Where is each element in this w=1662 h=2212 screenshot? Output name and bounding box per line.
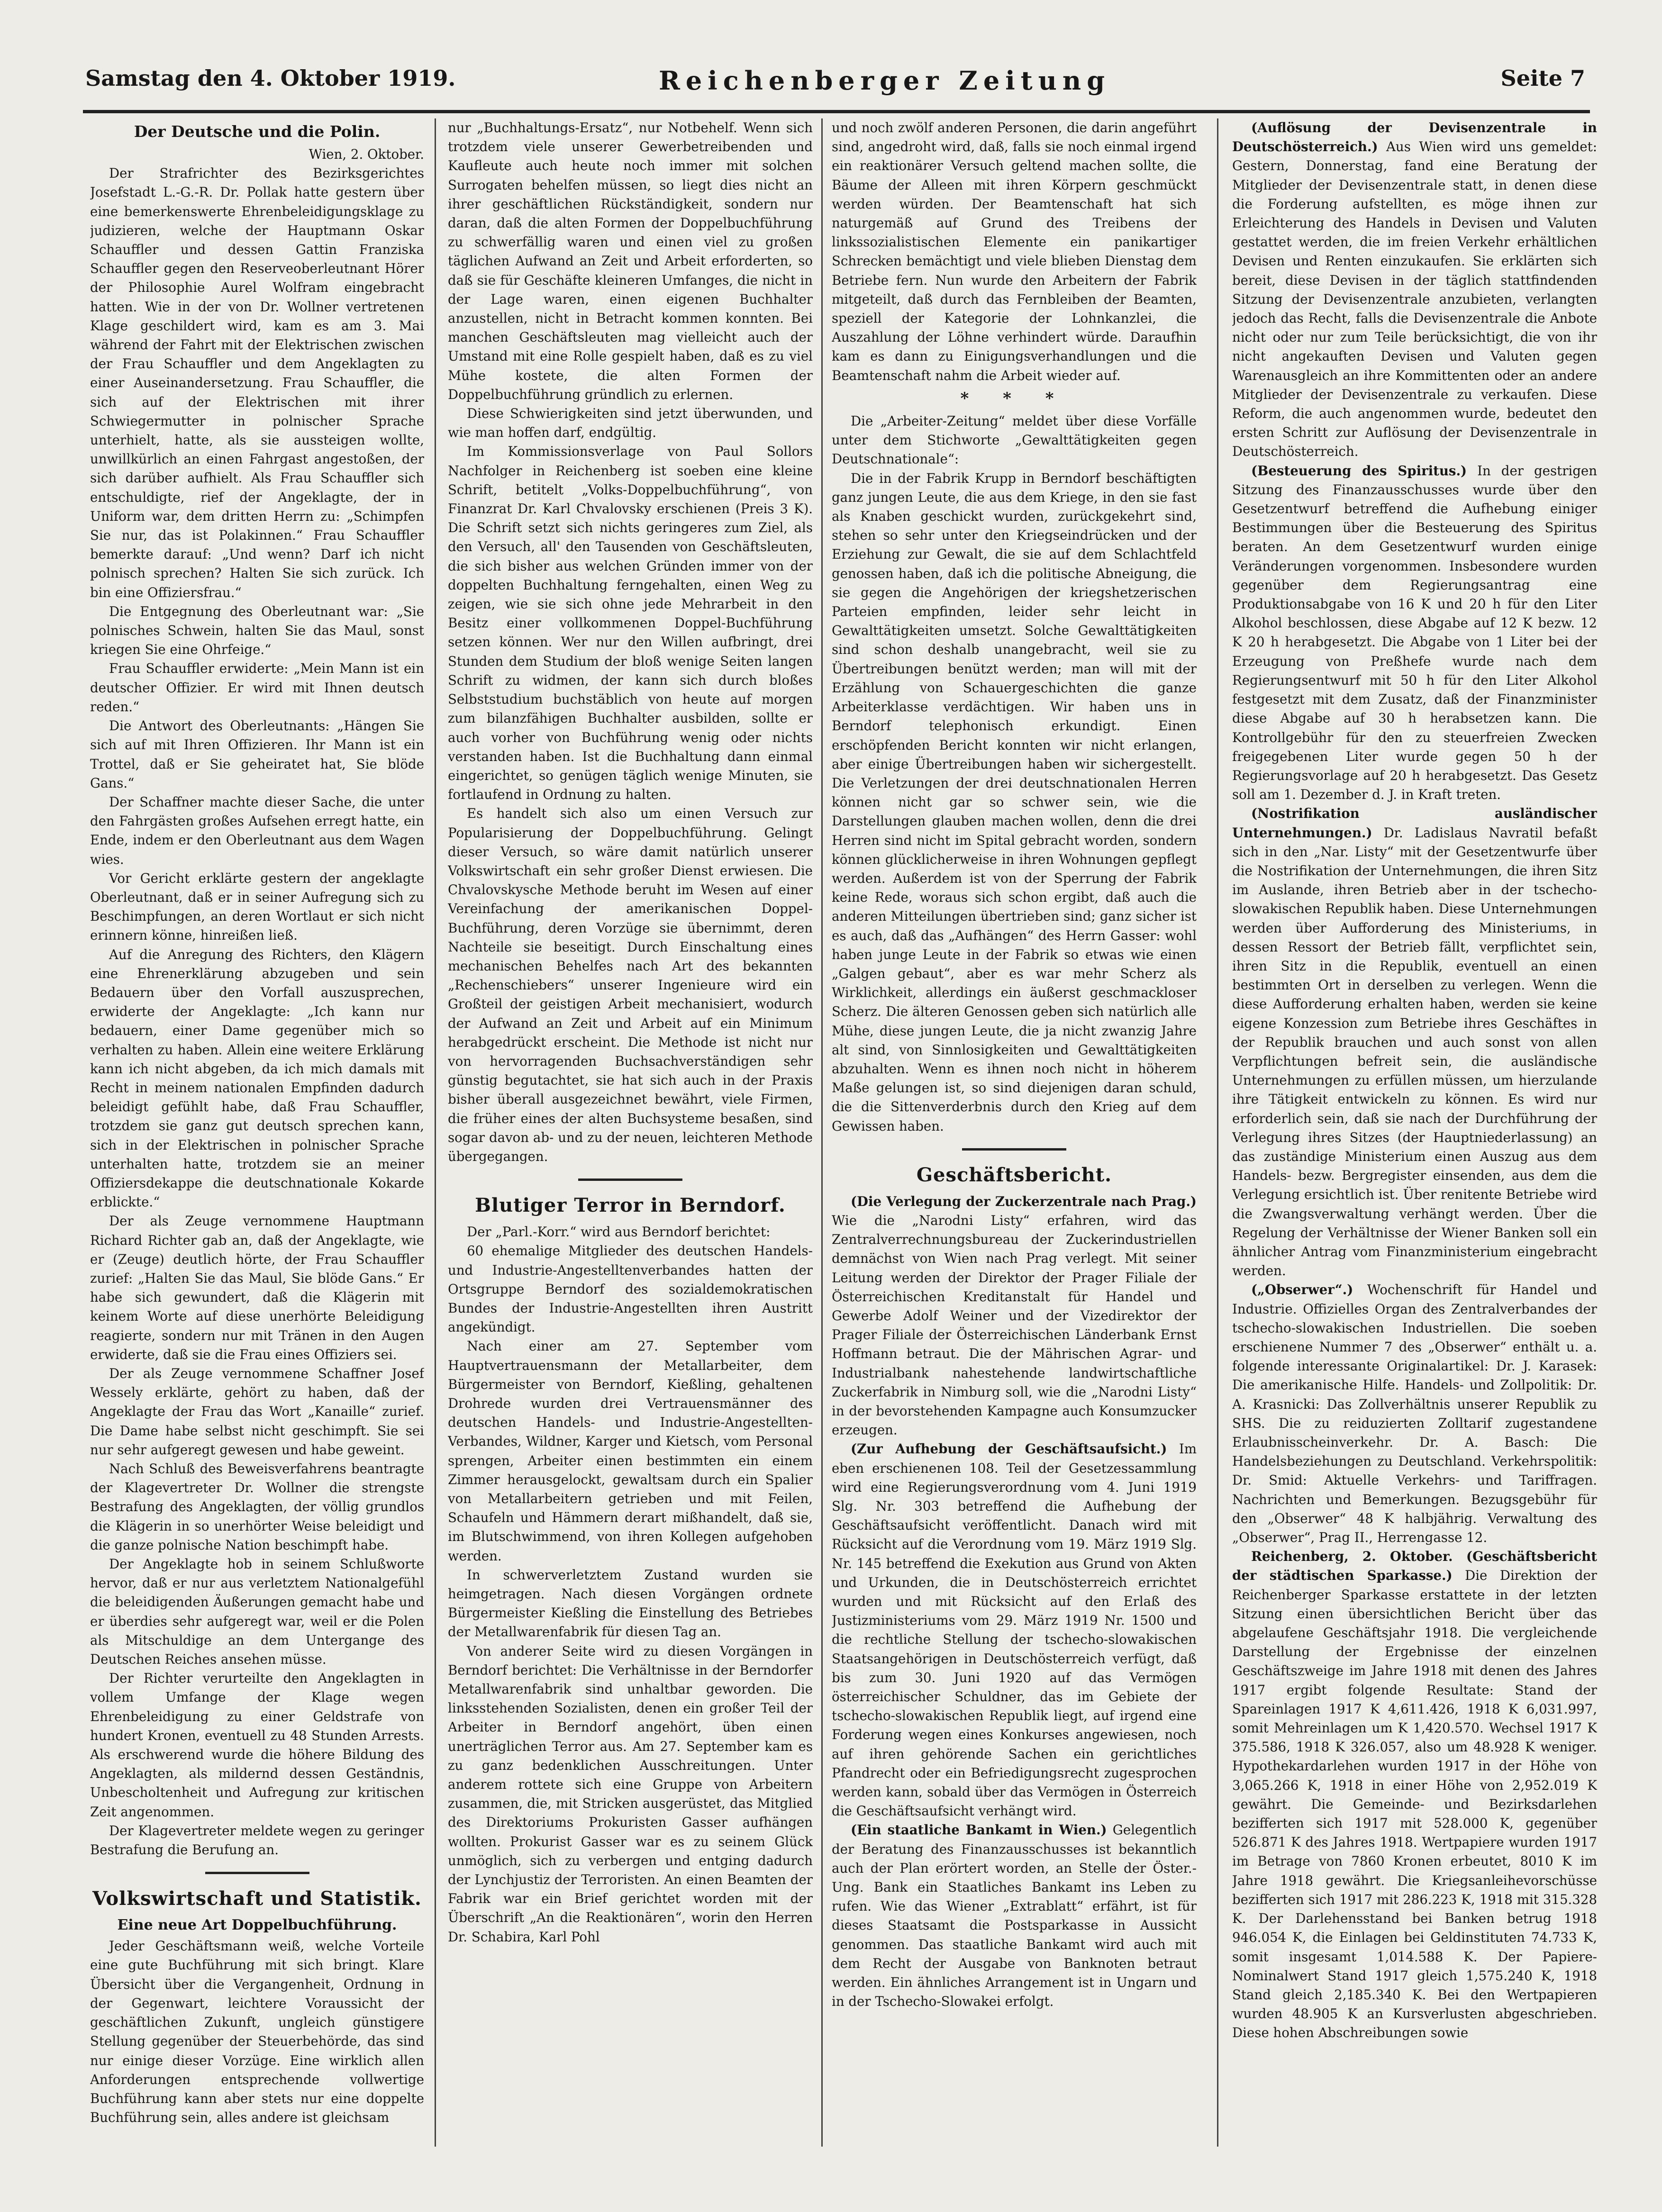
paragraph: Es handelt sich also um einen Versuch zur Popularisierung der Doppelbuchführung. Gelingt dieser Versuch, so wäre damit natürlich unserer Volkswirtschaft ein sehr großer Dienst erwiesen. Die Chvalovskysche Methode beruht im Wesen auf einer Vereinfachung der amerikanischen Doppel-Buchführung, deren Vorzüge sie übernimmt, deren Nachteile sie beseitigt. Durch Einschaltung eines mechanischen Behelfes nach Art des bekannten „Rechenschiebers“ unserer Ingenieure wird ein Großteil der geistigen Arbeit mechanisiert, wodurch der Aufwand an Zeit und Arbeit auf ein Minimum herabgedrückt erscheint. Die Methode ist nicht nur von hervorragenden Buchsachverständigen sehr günstig begutachtet, sie hat sich auch in der Praxis bisher überall ausgezeichnet bewährt, viele Firmen, die früher eines der alten Buchsysteme besaßen, sind sogar davon ab- und zu der neuen, leichteren Methode übergegangen.: [448, 806, 813, 1164]
article-title: Blutiger Terror in Berndorf.: [475, 1194, 786, 1217]
article-title: Eine neue Art Doppelbuchführung.: [117, 1917, 397, 1934]
paragraph: 60 ehemalige Mitglieder des deutschen Handels- und Industrie-Angestelltenverbandes hatten der Ortsgruppe Berndorf des sozialdemokratischen Bundes der Industrie-Angestellten ihren Austritt angekündigt.: [448, 1243, 813, 1335]
entry-text: Aus Wien wird uns gemeldet: Gestern, Donnerstag, fand eine Beratung der Mitglieder der Devisenzentrale statt, in denen diese die Forderung aufstellten, es möge ihnen zur Erleichterung des Handels in Devisen und Valuten gestattet werden, die im freien Verkehr erhältlichen Devisen und Renten einzukaufen. Sie erklärten sich bereit, diese Devisen in der täglich stattfindenden Sitzung der Devisenzentrale anzubieten, verlangten jedoch das Recht, falls die Devisenzentrale die Anbote nicht oder nur zum Teile berücksichtigt, die von ihr nicht angekauften Devisen und Valuten gegen Warenausgleich an ihre Kommittenten oder an andere Mitglieder der Devisenzentrale zu verkaufen. Diese Reform, die auch angenommen wurde, bedeutet den ersten Schritt zur Auflösung der Devisenzentrale in Deutschösterreich.: [1232, 139, 1597, 460]
masthead: Reichenberger Zeitung: [659, 65, 1110, 96]
issue-date: Samstag den 4. Oktober 1919.: [85, 65, 456, 91]
news-entry: [1232, 1547, 1597, 2042]
news-entry: [1232, 118, 1597, 462]
page-number: Seite 7: [1500, 65, 1585, 91]
paragraph: Der Angeklagte hob in seinem Schlußworte hervor, daß er nur aus verletztem Nationalgefühl die beleidigenden Äußerungen gemacht habe und er überdies sehr aufgeregt war, weil er die Polen als Mitschuldige an dem Untergange des Deutschen Reiches ansehen müsse.: [90, 1556, 424, 1668]
section-divider: [962, 1148, 1066, 1151]
paragraph: In schwerverletztem Zustand wurden sie heimgetragen. Nach diesen Vorgängen ordnete Bürgermeister Kießling die Einstellung des Betriebes der Metallwarenfabrik für diesen Tag an.: [448, 1567, 813, 1640]
entry-heading: („Obserwer“.): [1251, 1282, 1353, 1298]
news-entry: [1232, 1280, 1597, 1547]
news-entry: [1232, 804, 1597, 1280]
entry-heading: (Zur Aufhebung der Geschäftsaufsicht.): [851, 1441, 1167, 1457]
header-rule: [83, 110, 1590, 113]
paragraph: Die Entgegnung des Oberleutnant war: „Sie polnisches Schwein, halten Sie das Maul, sonst kriegen Sie eine Ohrfeige.“: [90, 603, 424, 658]
entry-subheading: (Geschäftsbericht der städtischen Sparkasse.): [1232, 1549, 1597, 1584]
section-divider: [205, 1872, 309, 1874]
paragraph: Von anderer Seite wird zu diesen Vorgängen in Berndorf berichtet: Die Verhältnisse in der Berndorfer Metallwarenfabrik sind unhaltbar geworden. Die linksstehenden Sozialisten, denen ein großer Teil der Arbeiter in Berndorf angehört, üben einen unerträglichen Terror aus. Am 27. September kam es zu ganz bedenklichen Ausschreitungen. Unter anderem rottete sich eine Gruppe von Arbeitern zusammen, die, mit Stricken ausgerüstet, das Mitglied des Direktoriums Prokuristen Gasser aufhängen wollten. Prokurist Gasser war es zu seinem Glück unmöglich, sich zu verbergen und entging dadurch der Lynchjustiz der Terroristen. An einen Beamten der Fabrik war ein Brief gerichtet worden mit der Überschrift „An die Reaktionären“, worin den Herren Dr. Schabira, Karl Pohl: [448, 1643, 813, 1945]
paragraph: nur „Buchhaltungs-Ersatz“, nur Notbehelf. Wenn sich trotzdem viele unserer Gewerbetreibenden und Kaufleute auch heute noch immer mit solchen Surrogaten behelfen müssen, so liegt dies nicht an ihrer geschäftlichen Rückständigkeit, sondern nur daran, daß die alten Formen der Doppelbuchführung zu schwerfällig waren und einen viel zu großen täglichen Aufwand an Zeit und Arbeit erforderten, so daß sie für Geschäfte kleineren Umfanges, die nicht in der Lage waren, einen eigenen Buchhalter anzustellen, nicht in Betracht kommen konnten. Bei manchen Geschäftsleuten mag vielleicht auch der Umstand mit eine Rolle gespielt haben, daß es zu viel Mühe kostete, die alten Formen der Doppelbuchführung gründlich zu erlernen.: [448, 120, 813, 402]
paragraph: Frau Schauffler erwiderte: „Mein Mann ist ein deutscher Offizier. Er wird mit Ihnen deutsch reden.“: [90, 661, 424, 715]
paragraph: Der „Parl.-Korr.“ wird aus Berndorf berichtet:: [467, 1224, 771, 1240]
article-title: Der Deutsche und die Polin.: [134, 122, 381, 141]
paragraph: Die Antwort des Oberleutnants: „Hängen Sie sich auf mit Ihren Offizieren. Ihr Mann ist ein Trottel, daß er Sie geheiratet hat, Sie blöde Gans.“: [90, 718, 424, 791]
paragraph: Der Schaffner machte dieser Sache, die unter den Fahrgästen großes Aufsehen erregt hatte, ein Ende, indem er den Oberleutnant aus dem Wagen wies.: [90, 794, 424, 867]
section-stars: * * *: [960, 389, 1068, 408]
page-header: [85, 65, 1585, 103]
section-divider: [578, 1179, 682, 1181]
entry-heading: (Die Verlegung der Zuckerzentrale nach Prag.): [851, 1193, 1197, 1209]
paragraph: Nach einer am 27. September vom Hauptvertrauensmann der Metallarbeiter, dem Bürgermeister von Berndorf, Kießling, gehaltenen Drohrede wurden drei Vertrauensmänner des deutschen Handels- und Industrie-Angestellten-Verbandes, Wildner, Karger und Kietsch, vom Personal sprengen, Arbeiter einen bestimmten ein einem Zimmer herausgelockt, gewaltsam durch ein Spalier von Metallarbeitern getrieben und mit Feilen, Schaufeln und Hämmern derart mißhandelt, daß sie, im Blutschwimmend, von ihren Kollegen aufgehoben werden.: [448, 1338, 813, 1564]
paragraph: Der Strafrichter des Bezirksgerichtes Josefstadt L.-G.-R. Dr. Pollak hatte gestern über eine bemerkenswerte Ehrenbeleidigungsklage zu judizieren, welche der Hauptmann Oskar Schauffler und dessen Gattin Franziska Schauffler gegen den Reserveoberleutnant Hörer der Philosophie Aurel Wolfram eingebracht hatten. Wie in der von Dr. Wollner vertretenen Klage geschildert wird, kam es am 3. Mai während der Fahrt mit der Elektrischen zwischen der Frau Schauffler und dem Angeklagten zu einer Auseinandersetzung. Frau Schauffler, die sich auf der Elektrischen mit ihrer Schwiegermutter in polnischer Sprache unterhielt, hatte, als sie aussteigen wollte, unwillkürlich an einen Fahrgast angestoßen, der sich darüber aufhielt. Als Frau Schauffler sich entschuldigte, rief der Angeklagte, der in Uniform war, dem dritten Herrn zu: „Schimpfen Sie nur, das ist Polakinnen.“ Frau Schauffler bemerkte darauf: „Und wenn? Darf ich nicht polnisch sprechen? Halten Sie sich zurück. Ich bin eine Offiziersfrau.“: [90, 165, 424, 600]
paragraph: Der als Zeuge vernommene Hauptmann Richard Richter gab an, daß der Angeklagte, wie er (Zeuge) deutlich hörte, der Frau Schauffler zurief: „Halten Sie das Maul, Sie blöde Gans.“ Er habe sich gewundert, daß die Klägerin mit keinem Worte auf diese unerhörte Beleidigung reagierte, sondern nur mit Tränen in den Augen erwiderte, daß sie die Frau eines Offiziers sei.: [90, 1213, 424, 1362]
paragraph: Die „Arbeiter-Zeitung“ meldet über diese Vorfälle unter dem Stichworte „Gewalttätigkeiten gegen Deutschnationale“:: [832, 413, 1197, 467]
column-1: [90, 118, 424, 2147]
paragraph: Im Kommissionsverlage von Paul Sollors Nachfolger in Reichenberg ist soeben eine kleine Schrift, betitelt „Volks-Doppelbuchführung“, von Finanzrat Dr. Karl Chvalovsky erschienen (Preis 3 K). Die Schrift setzt sich nichts geringeres zum Ziel, als den Versuch, all' den Tausenden von Geschäftsleuten, die sich bisher aus welchen Gründen immer von der doppelten Buchhaltung ferngehalten, einen Weg zu zeigen, wie sie sich ohne jede Mehrarbeit in den Besitz einer vollkommenen Doppel-Buchführung setzen können. Wer nur den Willen aufbringt, drei Stunden dem Studium der bloß wenige Seiten langen Schrift zu widmen, der kann sich durch bloßes Selbststudium buchstäblich von heute auf morgen zum bilanzfähigen Buchhalter ausbilden, sollte er auch vorher von Buchführung wenig oder nichts verstanden haben. Ist die Buchhaltung dann einmal eingerichtet, so genügen täglich wenige Minuten, sie fortlaufend in Ordnung zu halten.: [448, 444, 813, 803]
column-2: [448, 118, 813, 2147]
entry-text: Gelegentlich der Beratung des Finanzausschusses ist bekanntlich auch der Plan erörtert worden, an Stelle der Öster.-Ung. Bank ein Staatliches Bankamt ins Leben zu rufen. Wie das Wiener „Extrablatt“ erfährt, ist für dieses Staatsamt die Postsparkasse in Aussicht genommen. Das staatliche Bankamt wird auch mit dem Recht der Ausgabe von Banknoten betraut werden. Ein ähnliches Arrangement ist in Ungarn und in der Tschecho-Slowakei erfolgt.: [832, 1822, 1197, 2010]
entry-text: Dr. Ladislaus Navratil befaßt sich in den „Nar. Listy“ mit der Gesetzentwurfe über die Nostrifikation der Unternehmungen, die ihren Sitz im Auslande, ihren Betrieb aber in der tschecho-slowakischen Republik haben. Diese Unternehmungen werden über Aufforderung des Ministeriums, in dessen Ressort der Betrieb fällt, verpflichtet sein, ihren Sitz in die Republik, eventuell an einen bestimmten Ort in derselben zu verlegen. Wenn die diese Aufforderung erhalten haben, werden sie keine eigene Konzession zum Betriebe ihres Geschäftes in der Republik brauchen und auch sonst von allen Verpflichtungen befreit sein, die ausländische Unternehmungen zu erfüllen müssen, um hierzulande ihre Tätigkeit entwickeln zu können. Es wird nur erforderlich sein, daß sie nach der Durchführung der Verlegung ihres Sitzes (der Hauptniederlassung) an das zuständige Ministerium einen Auszug aus dem Handels- bezw. Bergregister einsenden, aus dem die Verlegung ersichtlich ist. Über renitente Betriebe wird die Zwangsverwaltung verhängt werden. Über die Regelung der Verhältnisse der Wiener Banken soll ein ähnlicher Antrag vom Finanzministerium eingebracht werden.: [1232, 825, 1597, 1279]
paragraph: Der als Zeuge vernommene Schaffner Josef Wessely erklärte, gehört zu haben, daß der Angeklagte der Frau das Wort „Kanaille“ zurief. Die Dame habe selbst nicht geschimpft. Sie sei nur sehr aufgeregt gewesen und habe geweint.: [90, 1366, 424, 1458]
entry-text: Wochenschrift für Handel und Industrie. Offizielles Organ des Zentralverbandes der tschecho-slowakischen Industriellen. Die soeben erschienene Nummer 7 des „Obserwer“ enthält u. a. folgende interessante Originalartikel: Dr. J. Karasek: Die amerikanische Hilfe. Handels- und Zollpolitik: Dr. A. Krasnicki: Das Zollverhältnis unserer Republik zu SHS. Die zu reiduzierten Zolltarif zugestandene Erlaubnisscheinverkehr. Dr. A. Basch: Die Handelsbeziehungen zu Deutschland. Verkehrspolitik: Dr. Smid: Aktuelle Verkehrs- und Tariffragen. Nachrichten und Bemerkungen. Bezugsgebühr für den „Obserwer“ 48 K halbjährig. Verwaltung des „Obserwer“, Prag II., Herrengasse 12.: [1232, 1282, 1597, 1546]
section-title: Volkswirtschaft und Statistik.: [92, 1887, 422, 1910]
paragraph: und noch zwölf anderen Personen, die darin angeführt sind, angedroht wird, daß, falls sie noch einmal irgend ein reaktionärer Versuch geltend machen sollte, die Bäume der Alleen mit ihren Körpern geschmückt werden würden. Der Beamtenschaft hat sich naturgemäß auf Grund des Treibens der linkssozialistischen Elemente ein panikartiger Schrecken bemächtigt und viele blieben Dienstag dem Betriebe fern. Nun wurde den Arbeitern der Fabrik mitgeteilt, daß durch das Fernbleiben der Beamten, speziell der Kategorie der Lohnkanzlei, die Auszahlung der Löhne verhindert würde. Daraufhin kam es dann zu Einigungsverhandlungen und die Beamtenschaft nahm die Arbeit wieder auf.: [832, 120, 1197, 383]
entry-heading: (Nostrifikation ausländischer Unternehmungen.): [1232, 806, 1597, 841]
news-entry: [832, 1192, 1197, 1440]
paragraph: Der Klagevertreter meldete wegen zu geringer Bestrafung die Berufung an.: [90, 1822, 424, 1858]
paragraph: Auf die Anregung des Richters, den Klägern eine Ehrenerklärung abzugeben und sein Bedauern über den Vorfall auszusprechen, erwiderte der Angeklagte: „Ich kann nur bedauern, einer Dame gegenüber mich so verhalten zu haben. Allein eine weitere Erklärung kann ich nicht abgeben, da ich mich damals mit Recht in meinem nationalen Empfinden dadurch beleidigt gefühlt habe, daß Frau Schauffler, trotzdem sie ganz gut deutsch sprechen kann, sich in der Elektrischen in polnischer Sprache unterhalten hatte, trotzdem sie an meiner Offiziersdekappe die deutschnationale Kokarde erblickte.“: [90, 946, 424, 1210]
paragraph: Diese Schwierigkeiten sind jetzt überwunden, und wie man hoffen darf, endgültig.: [448, 406, 813, 441]
column-4: [1232, 118, 1597, 2147]
news-entry: [832, 1821, 1197, 2011]
entry-heading: (Ein staatliche Bankamt in Wien.): [851, 1822, 1107, 1838]
column-rule: [1217, 118, 1218, 2147]
entry-text: In der gestrigen Sitzung des Finanzausschusses wurde über den Gesetzentwurf betreffend die Aufhebung einiger Bestimmungen über die Besteuerung des Spiritus beraten. An dem Gesetzentwurf wurden einige Veränderungen vorgenommen. Insbesondere wurden gegenüber dem Regierungsantrag eine Produktionsabgabe von 16 K und 20 h für den Liter Alkohol beschlossen, diese Abgabe auf 12 K bezw. 12 K 20 h herabgesetzt. Die Abgabe von 1 Liter bei der Erzeugung von Preßhefe wurde nach dem Regierungsentwurf mit 50 h für den Liter Alkohol festgesetzt mit dem Zusatz, daß der Finanzminister diese Abgabe auf 30 h herabsetzen kann. Die Kontrollgebühr für den zu steuerfreien Zwecken freigegebenen Liter wurde gegen 50 h der Regierungsvorlage auf 20 h herabgesetzt. Das Gesetz soll am 1. Dezember d. J. in Kraft treten.: [1232, 462, 1597, 803]
entry-heading: Reichenberg, 2. Oktober.: [1251, 1549, 1453, 1565]
entry-heading: (Auflösung der Devisenzentrale in Deutschösterreich.): [1232, 120, 1597, 155]
entry-text: Die Direktion der Reichenberger Sparkasse erstattete in der letzten Sitzung einen übersichtlichen Bericht über das abgelaufene Geschäftsjahr 1918. Die vergleichende Darstellung der Ergebnisse der einzelnen Geschäftszweige im Jahre 1918 mit denen des Jahres 1917 ergibt folgende Resultate: Stand der Spareinlagen 1917 K 4,611.426, 1918 K 6,031.997, somit Mehreinlagen um K 1,420.570. Wechsel 1917 K 375.586, 1918 K 326.057, also um 48.928 K weniger. Hypothekardarlehen wurden 1917 in der Höhe von 3,065.266 K, 1918 in einer Höhe von 2,952.019 K gewährt. Die Gemeinde- und Bezirksdarlehen bezifferten sich 1917 mit 528.000 K, gegenüber 526.871 K des Jahres 1918. Wertpapiere wurden 1917 im Betrage von 7860 Kronen erbeutet, 8010 K im Jahre 1918 gewährt. Die Kriegsanleihevorschüsse bezifferten sich 1917 mit 286.223 K, 1918 mit 315.328 K. Der Darlehensstand bei Banken betrug 1918 946.054 K, die Einlagen bei Geldinstituten 74.733 K, somit insgesamt 1,014.588 K. Der Papiere-Nominalwert Stand 1917 gleich 1,575.240 K, 1918 Stand gleich 2,185.340 K. Bei den Wertpapieren wurden 48.905 K an Kursverlusten abgeschrieben. Diese hohen Abschreibungen sowie: [1232, 1568, 1597, 2041]
article-dateline: Wien, 2. Oktober.: [309, 146, 424, 162]
entry-text: Wie die „Narodni Listy“ erfahren, wird das Zentralverrechnungsbureau der Zuckerindustriellen demnächst von Wien nach Prag verlegt. Mit seiner Leitung werden der Direktor der Prager Filiale der Österreichischen Kreditanstalt für Handel und Gewerbe Adolf Weiner und der Vizedirektor der Prager Filiale der Österreichischen Länderbank Ernst Hoffmann betraut. Die der Mährischen Agrar- und Industrialbank nahestehende landwirtschaftliche Zuckerfabrik in Nimburg soll, wie die „Narodni Listy“ in der bevorstehenden Kampagne auch Konsumzucker erzeugen.: [832, 1212, 1197, 1438]
paragraph: Die in der Fabrik Krupp in Berndorf beschäftigten ganz jungen Leute, die aus dem Kriege, in den sie fast als Knaben geschickt wurden, zurückgekehrt sind, stehen so sehr unter den Kriegseindrücken und der Erziehung zur Gewalt, die sie auf dem Schlachtfeld genossen haben, daß ich die politische Abneigung, die sie gegen die Angehörigen der kriegshetzerischen Parteien empfinden, leider sehr leicht in Gewalttätigkeiten umsetzt. Solche Gewalttätigkeiten sind schon deshalb unangebracht, weil sie zu Übertreibungen benützt werden; man will mit der Erzählung von Schauergeschichten die ganze Arbeiterklasse verdächtigen. Wir haben uns in Berndorf telephonisch erkundigt. Einen erschöpfenden Bericht konnten wir nicht erlangen, aber einige Übertreibungen haben wir sichergestellt. Die Verletzungen der drei deutschnationalen Herren können nicht gar so schwer sein, wie die Darstellungen glauben machen wollen, denn die drei Herren sind nicht im Spital gebracht worden, sondern können glücklicherweise in ihren Wohnungen gepflegt werden. Außerdem ist von der Sperrung der Fabrik keine Rede, woraus sich schon ergibt, daß auch die anderen Mitteilungen übertrieben sind; ganz sicher ist es auch, daß das „Aufhängen“ des Herrn Gasser: wohl haben junge Leute in der Fabrik so etwas wie einen „Galgen gebaut“, aber es war mehr Scherz als Wirklichkeit, allerdings ein äußerst geschmackloser Scherz. Die älteren Genossen geben sich natürlich alle Mühe, diese jungen Leute, die ja nicht zwanzig Jahre alt sind, von Sinnlosigkeiten und Gewalttätigkeiten abzuhalten. Wenn es ihnen noch nicht in höherem Maße gelungen ist, so sind diejenigen daran schuld, die die Sittenverderbnis durch den Krieg auf dem Gewissen haben.: [832, 470, 1197, 1134]
news-entry: [1232, 462, 1597, 805]
entry-heading: (Besteuerung des Spiritus.): [1251, 462, 1467, 479]
column-3: [832, 118, 1197, 2147]
section-title: Geschäftsbericht.: [916, 1163, 1112, 1186]
paragraph: Jeder Geschäftsmann weiß, welche Vorteile eine gute Buchführung mit sich bringt. Klare Übersicht über die Vergangenheit, Ordnung in der Gegenwart, leichtere Voraussicht der geschäftlichen Zukunft, ungleich günstigere Stellung gegenüber der Steuerbehörde, das sind nur einige dieser Vorzüge. Eine wirklich allen Anforderungen entsprechende vollwertige Buchführung kann aber stets nur eine doppelte Buchführung sein, alles andere ist gleichsam: [90, 1938, 424, 2126]
paragraph: Vor Gericht erklärte gestern der angeklagte Oberleutnant, daß er in seiner Aufregung sich zu Beschimpfungen, an deren Wortlaut er sich nicht erinnern könne, hinreißen ließ.: [90, 870, 424, 943]
paragraph: Der Richter verurteilte den Angeklagten in vollem Umfange der Klage wegen Ehrenbeleidigung zu einer Geldstrafe von hundert Kronen, eventuell zu 48 Stunden Arrests. Als erschwerend wurde die höhere Bildung des Angeklagten, als mildernd dessen Geständnis, Unbescholtenheit und Aufregung zur kritischen Zeit angenommen.: [90, 1670, 424, 1820]
entry-text: Im eben erschienenen 108. Teil der Gesetzessammlung wird eine Regierungsverordnung vom 4. Juni 1919 Slg. Nr. 303 betreffend die Aufhebung der Geschäftsaufsicht veröffentlicht. Danach wird mit Rücksicht auf die Verordnung vom 19. März 1919 Slg. Nr. 145 betreffend die Exekution aus Grund von Akten und Urkunden, die in Deutschösterreich errichtet wurden und mit Rücksicht auf den Erlaß des Justizministeriums vom 29. März 1919 Nr. 1500 und die rechtliche Stellung der tschecho-slowakischen Staatsangehörigen in Deutschösterreich verfügt, daß bis zum 30. Juni 1920 auf das Vermögen österreichischer Schuldner, das im Gebiete der tschecho-slowakischen Republik liegt, auf irgend eine Forderung wegen eines Konkurses angewiesen, noch auf ihren gehörende Sachen ein gerichtliches Pfandrecht oder ein Befriedigungsrecht zugesprochen werden kann, sobald über das Vermögen in Österreich die Geschäftsaufsicht verhängt wird.: [832, 1441, 1197, 1819]
column-rule: [435, 118, 436, 2147]
news-entry: [832, 1440, 1197, 1821]
paragraph: Nach Schluß des Beweisverfahrens beantragte der Klagevertreter Dr. Wollner die strengste Bestrafung des Angeklagten, der völlig grundlos die Klägerin in so unerhörter Weise beleidigt und die ganze polnische Nation beschimpft habe.: [90, 1461, 424, 1553]
column-rule: [821, 118, 823, 2147]
